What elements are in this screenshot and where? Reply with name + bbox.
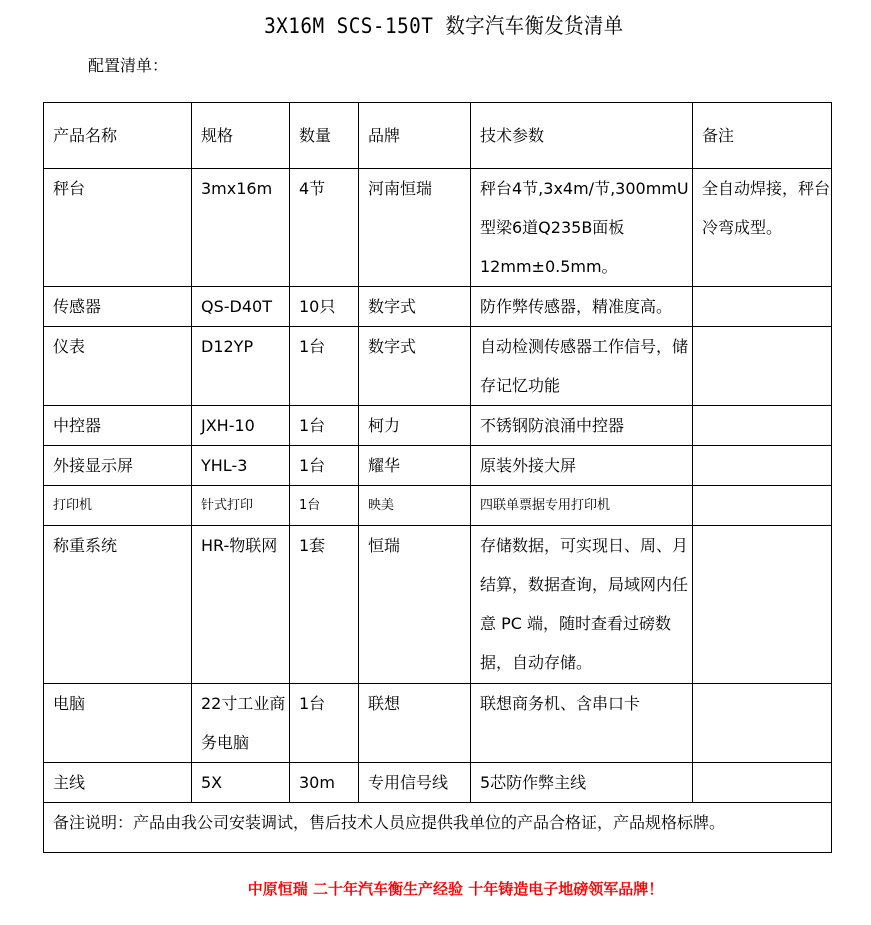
cell-brand: 数字式 xyxy=(359,287,471,327)
cell-quantity: 10只 xyxy=(290,287,359,327)
cell-quantity: 1台 xyxy=(290,446,359,486)
header-spec: 规格 xyxy=(192,103,290,169)
cell-spec: YHL-3 xyxy=(192,446,290,486)
cell-tech-params: 原装外接大屏 xyxy=(471,446,693,486)
table-row xyxy=(44,684,832,763)
cell-brand: 联想 xyxy=(359,684,471,763)
cell-tech-params: 存储数据，可实现日、周、月结算，数据查询，局域网内任意 PC 端，随时查看过磅数据，自动存储。 xyxy=(471,526,693,684)
cell-remark: 全自动焊接，秤台冷弯成型。 xyxy=(693,169,832,287)
cell-quantity: 1台 xyxy=(290,406,359,446)
cell-brand: 数字式 xyxy=(359,327,471,406)
cell-remark xyxy=(693,287,832,327)
header-brand: 品牌 xyxy=(359,103,471,169)
table-row xyxy=(44,327,832,406)
cell-quantity: 1套 xyxy=(290,526,359,684)
cell-brand: 专用信号线 xyxy=(359,763,471,803)
table-row xyxy=(44,526,832,684)
config-table xyxy=(43,102,832,853)
cell-tech-params: 不锈钢防浪涌中控器 xyxy=(471,406,693,446)
cell-product-name: 外接显示屏 xyxy=(44,446,192,486)
cell-remark xyxy=(693,526,832,684)
cell-brand: 柯力 xyxy=(359,406,471,446)
table-row xyxy=(44,287,832,327)
header-quantity: 数量 xyxy=(290,103,359,169)
cell-remark xyxy=(693,327,832,406)
cell-brand: 河南恒瑞 xyxy=(359,169,471,287)
cell-spec: HR-物联网 xyxy=(192,526,290,684)
table-row xyxy=(44,406,832,446)
cell-product-name: 秤台 xyxy=(44,169,192,287)
cell-brand: 耀华 xyxy=(359,446,471,486)
cell-remark xyxy=(693,486,832,526)
cell-spec: 3mx16m xyxy=(192,169,290,287)
cell-tech-params: 四联单票据专用打印机 xyxy=(471,486,693,526)
header-tech-params: 技术参数 xyxy=(471,103,693,169)
cell-spec: QS-D40T xyxy=(192,287,290,327)
cell-quantity: 1台 xyxy=(290,486,359,526)
cell-tech-params: 自动检测传感器工作信号，储存记忆功能 xyxy=(471,327,693,406)
cell-product-name: 打印机 xyxy=(44,486,192,526)
header-product-name: 产品名称 xyxy=(44,103,192,169)
cell-quantity: 1台 xyxy=(290,684,359,763)
cell-brand: 恒瑞 xyxy=(359,526,471,684)
table-note-row xyxy=(44,803,832,853)
table-row xyxy=(44,486,832,526)
cell-spec: JXH-10 xyxy=(192,406,290,446)
cell-tech-params: 联想商务机、含串口卡 xyxy=(471,684,693,763)
cell-remark xyxy=(693,406,832,446)
cell-remark xyxy=(693,763,832,803)
cell-product-name: 称重系统 xyxy=(44,526,192,684)
cell-quantity: 30m xyxy=(290,763,359,803)
cell-product-name: 仪表 xyxy=(44,327,192,406)
cell-tech-params: 防作弊传感器，精准度高。 xyxy=(471,287,693,327)
cell-quantity: 4节 xyxy=(290,169,359,287)
cell-remark xyxy=(693,446,832,486)
cell-remark xyxy=(693,684,832,763)
cell-tech-params: 5芯防作弊主线 xyxy=(471,763,693,803)
cell-spec: D12YP xyxy=(192,327,290,406)
cell-product-name: 传感器 xyxy=(44,287,192,327)
cell-spec: 5X xyxy=(192,763,290,803)
cell-spec: 22寸工业商务电脑 xyxy=(192,684,290,763)
cell-brand: 映美 xyxy=(359,486,471,526)
remark-note: 备注说明：产品由我公司安装调试，售后技术人员应提供我单位的产品合格证，产品规格标牌。 xyxy=(44,803,832,853)
header-remark: 备注 xyxy=(693,103,832,169)
table-header-row xyxy=(44,103,832,169)
cell-tech-params: 秤台4节,3x4m/节,300mmU型梁6道Q235B面板12mm±0.5mm。 xyxy=(471,169,693,287)
cell-product-name: 主线 xyxy=(44,763,192,803)
company-slogan: 中原恒瑞 二十年汽车衡生产经验 十年铸造电子地磅领军品牌！ xyxy=(247,880,664,898)
cell-quantity: 1台 xyxy=(290,327,359,406)
table-row xyxy=(44,763,832,803)
table-row xyxy=(44,446,832,486)
table-row xyxy=(44,169,832,287)
config-list-label: 配置清单： xyxy=(88,56,169,75)
cell-product-name: 电脑 xyxy=(44,684,192,763)
document-title: 3X16M SCS-150T 数字汽车衡发货清单 xyxy=(264,14,624,38)
cell-product-name: 中控器 xyxy=(44,406,192,446)
cell-spec: 针式打印 xyxy=(192,486,290,526)
